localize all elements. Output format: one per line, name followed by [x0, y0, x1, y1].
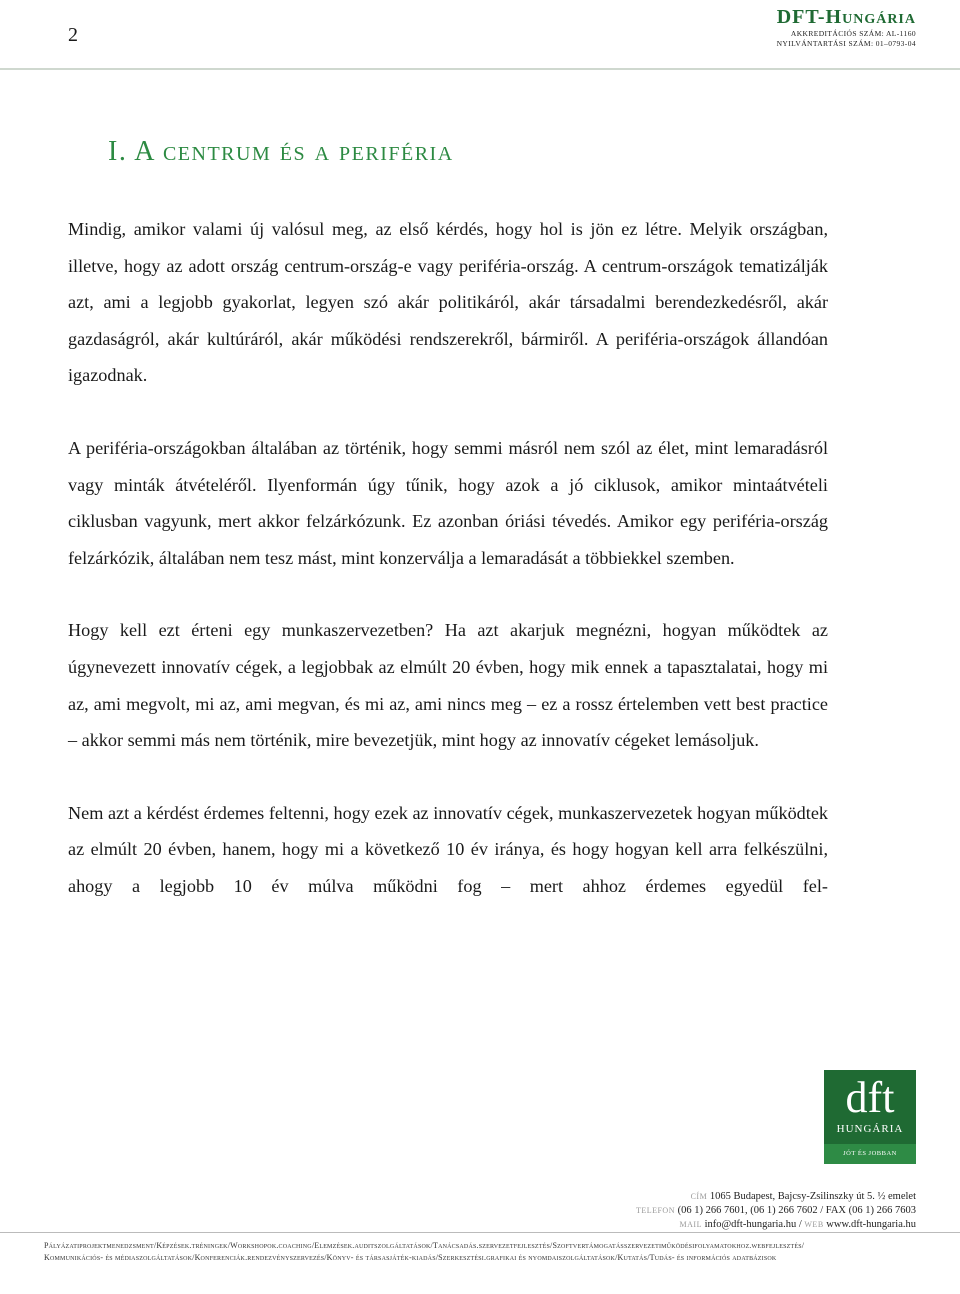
- services-footer: [44, 1240, 918, 1264]
- mail-web-line: [636, 1218, 916, 1232]
- separator: /: [798, 1219, 802, 1230]
- logo-tagline: JÓT ÉS JOBBAN: [824, 1144, 916, 1164]
- dft-logo: [824, 1070, 916, 1164]
- paragraph: A periféria-országokban általában az történik, hogy semmi másról nem szól az élet, mint lemaradásról vagy minták átvételéről. Ilyenformán úgy tűnik, hogy azok a jó ciklusok, amikor mintaátvételi ciklusban vagyunk, mert akkor felzárkózunk. Ez azonban óriási tévedés. Amikor egy periféria-ország felzárkózik, általában nem tesz mást, mint konzerválja a lemaradását a többiekkel szemben.: [68, 437, 828, 568]
- logo-subtitle: HUNGÁRIA: [836, 1123, 904, 1135]
- chapter-title: I. A centrum és a periféria: [108, 136, 454, 167]
- accreditation-number: AKKREDITÁCIÓS SZÁM: AL-1160: [790, 29, 916, 38]
- contact-block: [636, 1190, 916, 1232]
- registration-number: NYILVÁNTARTÁSI SZÁM: 01–0793-04: [776, 39, 916, 48]
- header-divider: [0, 68, 960, 70]
- paragraph: Nem azt a kérdést érdemes feltenni, hogy ezek az innovatív cégek, munkaszervezetek hogyan működtek az elmúlt 20 évben, hanem, hogy mi a következő 10 év iránya, és hogy hogyan kell arra felkészülni, ahogy a legjobb 10 év múlva működni fog – mert ahhoz érdemes egyedül fel-: [68, 802, 828, 896]
- paragraph: Hogy kell ezt érteni egy munkaszervezetben? Ha azt akarjuk megnézni, hogyan működtek az úgynevezett innovatív cégek, a legjobbak az elmúlt 20 évben, hogy mik ennek a tapasztalatai, hogy mi az, ami megvolt, mi az, ami megvan, és mi az, ami nincs meg – ez a rossz értelemben vett best practice – akkor semmi más nem történik, mire bevezetjük, mint hogy az innovatív cégeket lemásoljuk.: [68, 620, 828, 751]
- phone-value: (06 1) 266 7601, (06 1) 266 7602 / FAX (06 1) 266 7603: [677, 1205, 916, 1216]
- phone-line: [636, 1204, 916, 1218]
- brand-name: DFT-Hungária: [776, 6, 916, 28]
- footer-divider: [0, 1232, 960, 1233]
- brand-block: [777, 6, 916, 49]
- mail-label: MAIL: [679, 1220, 702, 1229]
- address-label: CÍM: [690, 1192, 708, 1201]
- logo-wordmark: dft: [845, 1073, 895, 1122]
- services-line: Pályázatiprojektmenedzsment/Képzések.tréningek/Workshopok.coaching/Elemzések.auditszolgáltatások/Tanácsadás.szervezetfejlesztés/Szoftvertámogatásszervezetiműködésifolyamatokhoz.webfejlesztés/: [44, 1241, 805, 1250]
- web-label: WEB: [804, 1220, 824, 1229]
- body-text: [68, 211, 828, 941]
- phone-label: TELEFON: [635, 1206, 675, 1215]
- mail-link[interactable]: info@dft-hungaria.hu: [704, 1219, 797, 1230]
- address-value: 1065 Budapest, Bajcsy-Zsilinszky út 5. ½ emelet: [709, 1191, 916, 1202]
- address-line: [636, 1190, 916, 1204]
- paragraph: Mindig, amikor valami új valósul meg, az első kérdés, hogy hol is jön ez létre. Melyik országban, illetve, hogy az adott ország centrum-ország-e vagy periféria-ország. A centrum-országok tematizálják azt, ami a legjobb gyakorlat, legyen szó akár politikáról, akár társadalmi berendezkedésről, akár gazdaságról, akár kultúráról, akár működési rendszerekről, bármiről. A periféria-országok állandóan igazodnak.: [68, 219, 828, 386]
- page-number: 2: [68, 24, 78, 46]
- web-link[interactable]: www.dft-hungaria.hu: [826, 1219, 916, 1230]
- services-line: Kommunikációs- és médiaszolgáltatások/Konferenciák.rendezvényszervezés/Könyv- és társasjáték-kiadás/Szerkesztési.grafikai és nyomdaiszolgáltatások/Kutatás/Tudás- és információs adatbázisok: [44, 1253, 777, 1262]
